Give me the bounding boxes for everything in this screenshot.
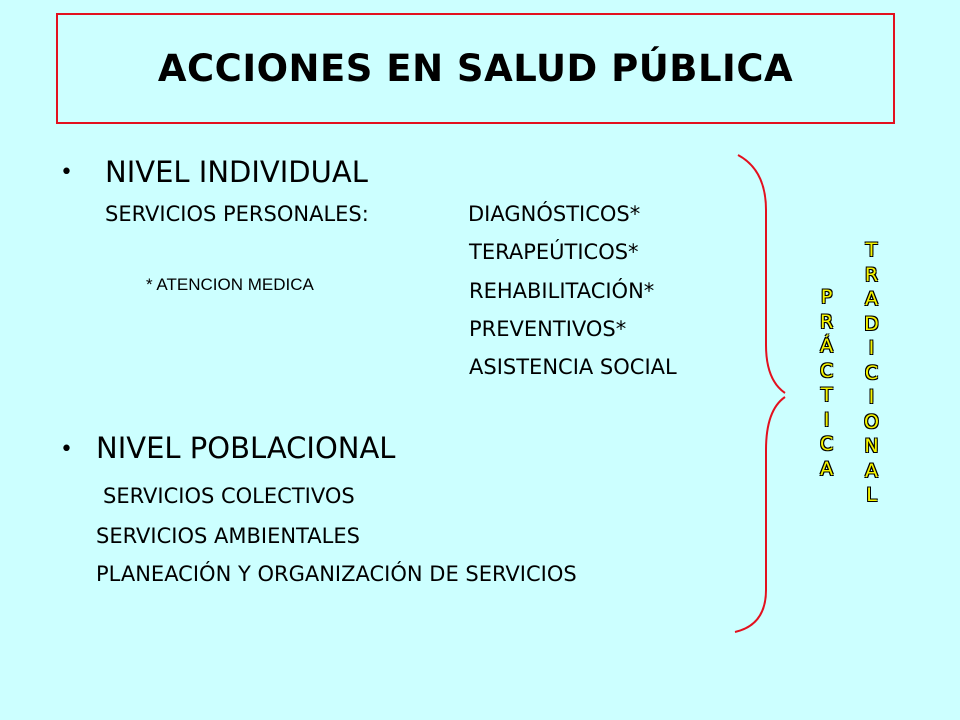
service-asistencia-social: ASISTENCIA SOCIAL xyxy=(469,355,677,379)
letter: T xyxy=(820,384,833,406)
service-ambientales: SERVICIOS AMBIENTALES xyxy=(96,524,360,548)
letter: A xyxy=(864,459,878,482)
page-title: ACCIONES EN SALUD PÚBLICA xyxy=(157,47,794,90)
letter: C xyxy=(864,361,879,384)
letter: C xyxy=(820,433,834,455)
letter: I xyxy=(868,337,875,359)
letter: O xyxy=(864,410,879,433)
letter: A xyxy=(820,457,834,480)
letter: C xyxy=(820,359,834,382)
letter: R xyxy=(864,263,879,286)
services-prefix: SERVICIOS PERSONALES: xyxy=(105,202,369,226)
service-colectivos: SERVICIOS COLECTIVOS xyxy=(103,484,355,508)
atencion-medica-note: * ATENCION MEDICA xyxy=(146,275,314,294)
service-terapeuticos: TERAPEÚTICOS* xyxy=(469,240,639,264)
heading-individual: NIVEL INDIVIDUAL xyxy=(105,155,368,189)
letter: I xyxy=(823,408,830,431)
service-rehabilitacion: REHABILITACIÓN* xyxy=(469,279,655,303)
brace-poblacional xyxy=(735,397,785,632)
brace-individual xyxy=(738,155,785,393)
letter: I xyxy=(868,386,875,408)
letter: R xyxy=(820,310,834,333)
bullet-poblacional: • xyxy=(60,437,73,462)
letter: L xyxy=(866,484,877,506)
letter: T xyxy=(865,239,878,261)
letter: A xyxy=(864,288,878,310)
label-tradicional xyxy=(864,238,879,508)
heading-poblacional: NIVEL POBLACIONAL xyxy=(96,431,396,465)
service-diagnosticos: DIAGNÓSTICOS* xyxy=(468,202,641,226)
label-practica xyxy=(820,285,833,481)
letter: N xyxy=(864,435,879,457)
service-planeacion: PLANEACIÓN Y ORGANIZACIÓN DE SERVICIOS xyxy=(96,562,577,586)
letter: Á xyxy=(820,335,834,357)
bullet-individual: • xyxy=(60,160,73,185)
letter: D xyxy=(864,312,879,335)
letter: P xyxy=(820,286,833,308)
service-preventivos: PREVENTIVOS* xyxy=(469,317,627,341)
